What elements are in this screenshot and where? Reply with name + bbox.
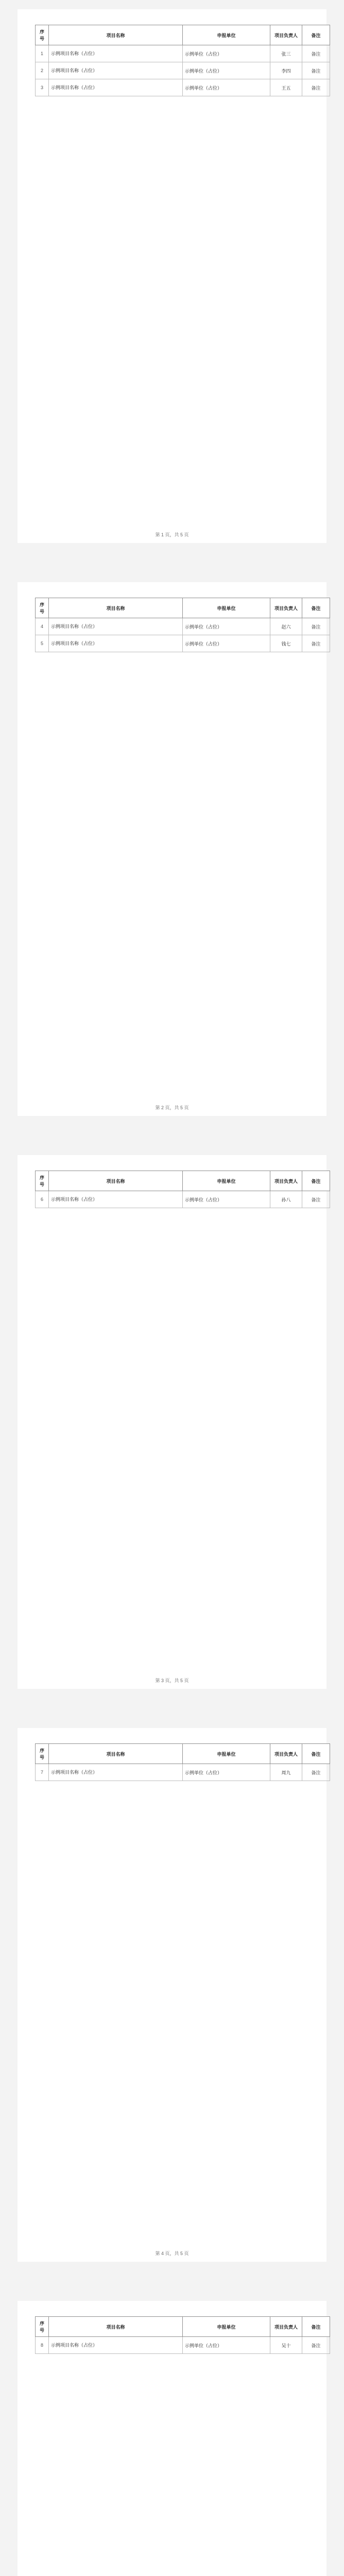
table-row	[36, 79, 330, 96]
row-lead: 周九	[270, 1764, 302, 1781]
column-header-num: 序号	[36, 2317, 49, 2337]
page-3	[18, 1155, 326, 1689]
row-num: 3	[36, 79, 49, 96]
project-table-page-4	[35, 1743, 330, 1781]
table-row	[36, 62, 330, 79]
column-header-title: 项目名称	[49, 1171, 183, 1191]
table-row	[36, 618, 330, 635]
row-note: 备注	[302, 618, 330, 635]
column-header-note: 备注	[302, 25, 330, 45]
row-num: 5	[36, 635, 49, 652]
row-title: 示例项目名称（占位）	[49, 1191, 183, 1208]
row-lead: 王五	[270, 79, 302, 96]
row-title: 示例项目名称（占位）	[49, 2337, 183, 2354]
row-note: 备注	[302, 45, 330, 62]
project-table-page-2	[35, 598, 330, 652]
row-lead: 赵六	[270, 618, 302, 635]
row-lead: 孙八	[270, 1191, 302, 1208]
row-num: 8	[36, 2337, 49, 2354]
column-header-unit: 申报单位	[183, 25, 270, 45]
row-unit: 示例单位（占位）	[183, 62, 270, 79]
column-header-lead: 项目负责人	[270, 2317, 302, 2337]
column-header-num: 序号	[36, 25, 49, 45]
page-footer: 第 2 页，共 5 页	[155, 1105, 189, 1110]
row-num: 2	[36, 62, 49, 79]
column-header-unit: 申报单位	[183, 598, 270, 618]
row-unit: 示例单位（占位）	[183, 2337, 270, 2354]
column-header-unit: 申报单位	[183, 2317, 270, 2337]
column-header-title: 项目名称	[49, 1744, 183, 1764]
row-title: 示例项目名称（占位）	[49, 45, 183, 62]
column-header-lead: 项目负责人	[270, 1744, 302, 1764]
column-header-unit: 申报单位	[183, 1171, 270, 1191]
column-header-note: 备注	[302, 598, 330, 618]
page-footer: 第 3 页，共 5 页	[155, 1678, 189, 1683]
page-5	[18, 2301, 326, 2576]
project-table-page-1	[35, 25, 330, 96]
column-header-title: 项目名称	[49, 25, 183, 45]
column-header-note: 备注	[302, 1171, 330, 1191]
row-note: 备注	[302, 1191, 330, 1208]
column-header-lead: 项目负责人	[270, 25, 302, 45]
row-unit: 示例单位（占位）	[183, 1764, 270, 1781]
table-row	[36, 1191, 330, 1208]
page-footer: 第 4 页，共 5 页	[155, 2251, 189, 2256]
column-header-lead: 项目负责人	[270, 1171, 302, 1191]
table-header-row	[36, 598, 330, 618]
project-table-page-3	[35, 1171, 330, 1208]
row-title: 示例项目名称（占位）	[49, 1764, 183, 1781]
row-num: 1	[36, 45, 49, 62]
page-1	[18, 9, 326, 543]
page-2	[18, 582, 326, 1116]
table-row	[36, 635, 330, 652]
table-row	[36, 2337, 330, 2354]
row-unit: 示例单位（占位）	[183, 79, 270, 96]
row-lead: 吴十	[270, 2337, 302, 2354]
row-note: 备注	[302, 1764, 330, 1781]
table-header-row	[36, 1744, 330, 1764]
project-table-page-5	[35, 2316, 330, 2354]
table-row	[36, 45, 330, 62]
row-num: 6	[36, 1191, 49, 1208]
row-unit: 示例单位（占位）	[183, 635, 270, 652]
page-footer: 第 1 页，共 5 页	[155, 532, 189, 537]
table-row	[36, 1764, 330, 1781]
page-4	[18, 1728, 326, 2262]
row-title: 示例项目名称（占位）	[49, 79, 183, 96]
column-header-title: 项目名称	[49, 598, 183, 618]
table-header-row	[36, 1171, 330, 1191]
row-unit: 示例单位（占位）	[183, 45, 270, 62]
column-header-unit: 申报单位	[183, 1744, 270, 1764]
row-note: 备注	[302, 79, 330, 96]
column-header-note: 备注	[302, 2317, 330, 2337]
row-title: 示例项目名称（占位）	[49, 62, 183, 79]
row-lead: 钱七	[270, 635, 302, 652]
row-note: 备注	[302, 2337, 330, 2354]
row-num: 4	[36, 618, 49, 635]
column-header-num: 序号	[36, 598, 49, 618]
table-header-row	[36, 25, 330, 45]
column-header-title: 项目名称	[49, 2317, 183, 2337]
row-title: 示例项目名称（占位）	[49, 618, 183, 635]
row-lead: 李四	[270, 62, 302, 79]
row-note: 备注	[302, 62, 330, 79]
column-header-lead: 项目负责人	[270, 598, 302, 618]
row-unit: 示例单位（占位）	[183, 618, 270, 635]
row-num: 7	[36, 1764, 49, 1781]
row-unit: 示例单位（占位）	[183, 1191, 270, 1208]
column-header-note: 备注	[302, 1744, 330, 1764]
row-note: 备注	[302, 635, 330, 652]
table-header-row	[36, 2317, 330, 2337]
column-header-num: 序号	[36, 1171, 49, 1191]
row-title: 示例项目名称（占位）	[49, 635, 183, 652]
row-lead: 张三	[270, 45, 302, 62]
column-header-num: 序号	[36, 1744, 49, 1764]
